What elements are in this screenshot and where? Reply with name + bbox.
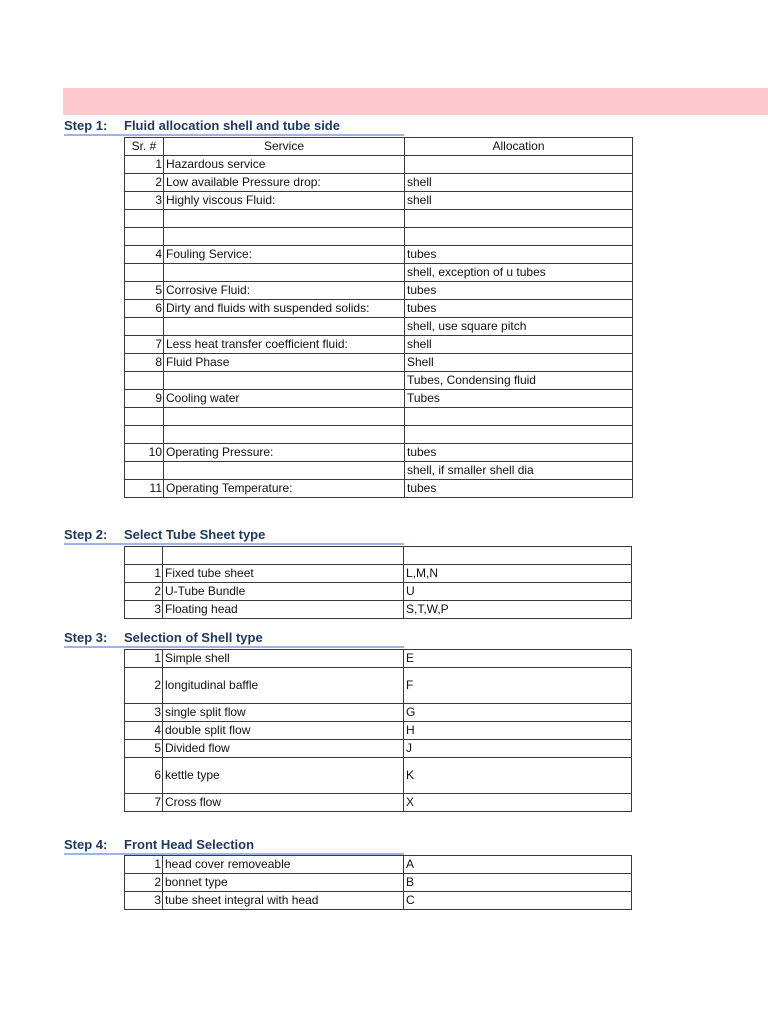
cell-allocation: S,T,W,P	[404, 601, 632, 619]
table-row	[125, 372, 633, 390]
cell-service: Divided flow	[163, 740, 404, 758]
cell-allocation: shell, exception of u tubes	[405, 264, 633, 282]
cell-service: bonnet type	[163, 874, 404, 892]
table-row	[125, 300, 633, 318]
table-row	[125, 210, 633, 228]
table-row	[125, 794, 632, 812]
table-row	[125, 408, 633, 426]
cell-allocation	[405, 408, 633, 426]
cell-allocation: tubes	[405, 480, 633, 498]
cell-service: Simple shell	[163, 650, 404, 668]
cell-service	[163, 547, 404, 565]
cell-sr: 10	[125, 444, 164, 462]
cell-service	[164, 318, 405, 336]
cell-sr: 2	[125, 174, 164, 192]
step2-title: Select Tube Sheet type	[124, 527, 266, 542]
cell-sr: 3	[125, 892, 163, 910]
cell-allocation: Tubes, Condensing fluid	[405, 372, 633, 390]
cell-allocation: tubes	[405, 300, 633, 318]
cell-sr: 1	[125, 156, 164, 174]
step3-title: Selection of Shell type	[124, 630, 263, 645]
cell-service: Low available Pressure drop:	[164, 174, 405, 192]
cell-sr: 3	[125, 192, 164, 210]
cell-allocation: shell	[405, 336, 633, 354]
cell-service: Operating Pressure:	[164, 444, 405, 462]
cell-service: Hazardous service	[164, 156, 405, 174]
table-row	[125, 547, 632, 565]
header-allocation: Allocation	[405, 138, 633, 156]
cell-sr: 4	[125, 722, 163, 740]
table-row	[125, 390, 633, 408]
cell-sr	[125, 408, 164, 426]
cell-sr: 11	[125, 480, 164, 498]
step4-label: Step 4:	[64, 837, 108, 852]
cell-sr: 7	[125, 336, 164, 354]
table-row	[125, 480, 633, 498]
table-row	[125, 583, 632, 601]
cell-service: Corrosive Fluid:	[164, 282, 405, 300]
cell-allocation: Shell	[405, 354, 633, 372]
step2-label: Step 2:	[64, 527, 108, 542]
cell-service: Dirty and fluids with suspended solids:	[164, 300, 405, 318]
table-row	[125, 174, 633, 192]
step4-heading	[64, 837, 404, 855]
cell-sr: 4	[125, 246, 164, 264]
cell-service: tube sheet integral with head	[163, 892, 404, 910]
cell-service: Fouling Service:	[164, 246, 405, 264]
cell-sr: 7	[125, 794, 163, 812]
cell-allocation: shell, use square pitch	[405, 318, 633, 336]
table-row	[125, 704, 632, 722]
table-row	[125, 740, 632, 758]
cell-allocation: A	[404, 856, 632, 874]
table-header-row	[125, 138, 633, 156]
table-row	[125, 856, 632, 874]
cell-allocation: X	[404, 794, 632, 812]
table-row	[125, 192, 633, 210]
cell-service	[164, 228, 405, 246]
cell-service	[164, 264, 405, 282]
cell-allocation: Tubes	[405, 390, 633, 408]
step2-heading	[64, 527, 404, 545]
cell-sr: 2	[125, 668, 163, 704]
table-row	[125, 601, 632, 619]
table-row	[125, 650, 632, 668]
table-row	[125, 462, 633, 480]
cell-allocation: J	[404, 740, 632, 758]
table-row	[125, 264, 633, 282]
cell-service: double split flow	[163, 722, 404, 740]
step1-label: Step 1:	[64, 118, 108, 133]
cell-allocation: shell, if smaller shell dia	[405, 462, 633, 480]
table-row	[125, 565, 632, 583]
cell-allocation: E	[404, 650, 632, 668]
cell-allocation: shell	[405, 174, 633, 192]
cell-sr: 3	[125, 601, 163, 619]
step3-heading	[64, 630, 404, 648]
step1-table	[124, 137, 633, 498]
cell-allocation: tubes	[405, 444, 633, 462]
table-row	[125, 318, 633, 336]
cell-sr: 2	[125, 583, 163, 601]
step2-table	[124, 546, 632, 619]
cell-allocation	[405, 156, 633, 174]
cell-allocation: tubes	[405, 246, 633, 264]
cell-service: Fixed tube sheet	[163, 565, 404, 583]
cell-allocation	[405, 426, 633, 444]
cell-service: U-Tube Bundle	[163, 583, 404, 601]
cell-sr: 3	[125, 704, 163, 722]
table-row	[125, 722, 632, 740]
cell-allocation: F	[404, 668, 632, 704]
cell-service: head cover removeable	[163, 856, 404, 874]
cell-sr: 1	[125, 856, 163, 874]
table-row	[125, 426, 633, 444]
cell-service: longitudinal baffle	[163, 668, 404, 704]
header-service: Service	[164, 138, 405, 156]
cell-sr: 8	[125, 354, 164, 372]
cell-service	[164, 426, 405, 444]
cell-allocation: G	[404, 704, 632, 722]
step1-heading	[64, 118, 404, 136]
cell-service: kettle type	[163, 758, 404, 794]
table-row	[125, 758, 632, 794]
cell-sr: 1	[125, 650, 163, 668]
cell-sr	[125, 547, 163, 565]
step4-title: Front Head Selection	[124, 837, 255, 852]
cell-sr	[125, 372, 164, 390]
cell-service: Highly viscous Fluid:	[164, 192, 405, 210]
cell-allocation: C	[404, 892, 632, 910]
cell-allocation	[404, 547, 632, 565]
table-row	[125, 668, 632, 704]
header-sr: Sr. #	[125, 138, 164, 156]
cell-service: Cross flow	[163, 794, 404, 812]
cell-sr: 9	[125, 390, 164, 408]
table-row	[125, 156, 633, 174]
cell-sr: 2	[125, 874, 163, 892]
cell-allocation: H	[404, 722, 632, 740]
cell-service	[164, 372, 405, 390]
cell-allocation	[405, 210, 633, 228]
table-row	[125, 228, 633, 246]
cell-service: Cooling water	[164, 390, 405, 408]
cell-sr	[125, 210, 164, 228]
table-row	[125, 246, 633, 264]
cell-sr	[125, 228, 164, 246]
table-row	[125, 444, 633, 462]
cell-sr	[125, 426, 164, 444]
table-row	[125, 354, 633, 372]
cell-sr	[125, 318, 164, 336]
cell-service	[164, 408, 405, 426]
step3-label: Step 3:	[64, 630, 108, 645]
cell-allocation: U	[404, 583, 632, 601]
cell-service	[164, 210, 405, 228]
highlight-band	[63, 88, 768, 115]
cell-sr: 5	[125, 740, 163, 758]
cell-sr: 5	[125, 282, 164, 300]
table-row	[125, 874, 632, 892]
cell-service: Operating Temperature:	[164, 480, 405, 498]
cell-allocation: K	[404, 758, 632, 794]
cell-allocation: shell	[405, 192, 633, 210]
cell-allocation: tubes	[405, 282, 633, 300]
step3-table	[124, 649, 632, 812]
cell-sr: 6	[125, 758, 163, 794]
step1-title: Fluid allocation shell and tube side	[124, 118, 340, 133]
step4-table	[124, 855, 632, 910]
cell-service: Floating head	[163, 601, 404, 619]
cell-allocation: L,M,N	[404, 565, 632, 583]
cell-service: Fluid Phase	[164, 354, 405, 372]
cell-allocation: B	[404, 874, 632, 892]
cell-sr: 6	[125, 300, 164, 318]
cell-service	[164, 462, 405, 480]
table-row	[125, 282, 633, 300]
cell-service: single split flow	[163, 704, 404, 722]
cell-sr: 1	[125, 565, 163, 583]
cell-allocation	[405, 228, 633, 246]
cell-sr	[125, 462, 164, 480]
table-row	[125, 892, 632, 910]
table-row	[125, 336, 633, 354]
cell-sr	[125, 264, 164, 282]
cell-service: Less heat transfer coefficient fluid:	[164, 336, 405, 354]
